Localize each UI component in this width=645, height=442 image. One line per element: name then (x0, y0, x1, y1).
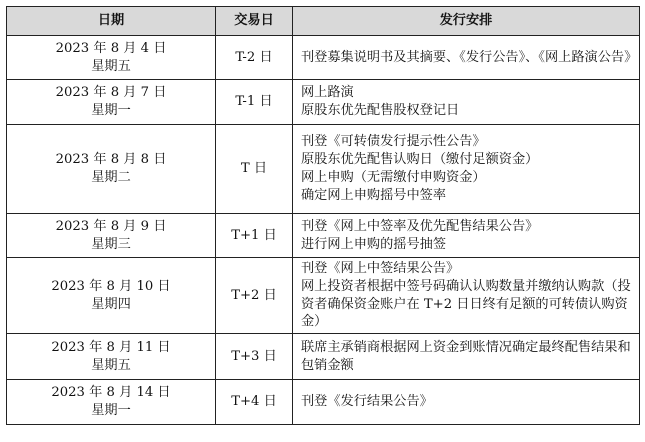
trading-day-cell: T+3 日 (216, 334, 293, 380)
table-row (7, 80, 640, 125)
arrangement-cell (293, 380, 640, 425)
header-date: 日期 (7, 7, 216, 36)
date-text: 2023 年 8 月 7 日 (55, 85, 167, 101)
arrangement-line: 刊登《发行结果公告》 (301, 394, 433, 410)
arrangement-line: 刊登《网上中签率及优先配售结果公告》 (301, 218, 539, 234)
arrangement-cell (293, 80, 640, 125)
arrangement-line: 联席主承销商根据网上资金到账情况确定最终配售结果和包销金额 (301, 339, 631, 373)
table-row (7, 380, 640, 425)
arrangement-line: 确定网上申购摇号中签率 (301, 187, 447, 203)
weekday-text: 星期五 (91, 357, 131, 373)
weekday-text: 星期五 (91, 58, 131, 74)
arrangement-line: 刊登《可转债发行提示性公告》 (301, 134, 486, 150)
date-cell (7, 380, 216, 425)
arrangement-line: 网上投资者根据中签号码确认认购数量并缴纳认购款（投资者确保资金账户在 T+2 日日终有足额的可转债认购资金） (301, 278, 631, 330)
arrangement-cell (293, 125, 640, 214)
trading-day-cell: T+4 日 (216, 380, 293, 425)
arrangement-line: 原股东优先配售股权登记日 (301, 103, 460, 118)
table-row (7, 125, 640, 214)
arrangement-cell (293, 334, 640, 380)
arrangement-cell (293, 36, 640, 80)
date-text: 2023 年 8 月 10 日 (51, 278, 171, 294)
weekday-text: 星期一 (91, 403, 131, 419)
table-row (7, 36, 640, 80)
table-row (7, 214, 640, 258)
arrangement-line: 刊登《网上中签结果公告》 (301, 261, 460, 276)
table-header-row (7, 7, 640, 36)
date-cell (7, 214, 216, 258)
trading-day-cell: T+2 日 (216, 258, 293, 334)
issuance-schedule-table (6, 6, 640, 425)
arrangement-line: 原股东优先配售认购日（缴付足额资金） (301, 152, 539, 168)
date-text: 2023 年 8 月 8 日 (55, 152, 167, 168)
arrangement-cell (293, 258, 640, 334)
weekday-text: 星期三 (91, 236, 131, 252)
header-arrangement: 发行安排 (293, 7, 640, 36)
date-cell (7, 125, 216, 214)
trading-day-cell: T-2 日 (216, 36, 293, 80)
date-text: 2023 年 8 月 14 日 (51, 385, 171, 401)
header-trading-day: 交易日 (216, 7, 293, 36)
date-cell (7, 36, 216, 80)
arrangement-cell (293, 214, 640, 258)
arrangement-line: 进行网上申购的摇号抽签 (301, 236, 447, 252)
table-row (7, 334, 640, 380)
weekday-text: 星期一 (91, 103, 131, 118)
date-text: 2023 年 8 月 9 日 (55, 218, 167, 234)
date-text: 2023 年 8 月 4 日 (55, 40, 167, 56)
arrangement-line: 刊登募集说明书及其摘要、《发行公告》、《网上路演公告》 (301, 49, 638, 65)
arrangement-line: 网上路演 (301, 85, 354, 101)
date-cell (7, 80, 216, 125)
table-row (7, 258, 640, 334)
weekday-text: 星期四 (91, 296, 131, 312)
trading-day-cell: T 日 (216, 125, 293, 214)
trading-day-cell: T+1 日 (216, 214, 293, 258)
date-cell (7, 258, 216, 334)
trading-day-cell: T-1 日 (216, 80, 293, 125)
date-text: 2023 年 8 月 11 日 (51, 339, 171, 355)
weekday-text: 星期二 (91, 170, 131, 185)
date-cell (7, 334, 216, 380)
arrangement-line: 网上申购（无需缴付申购资金） (301, 170, 486, 185)
